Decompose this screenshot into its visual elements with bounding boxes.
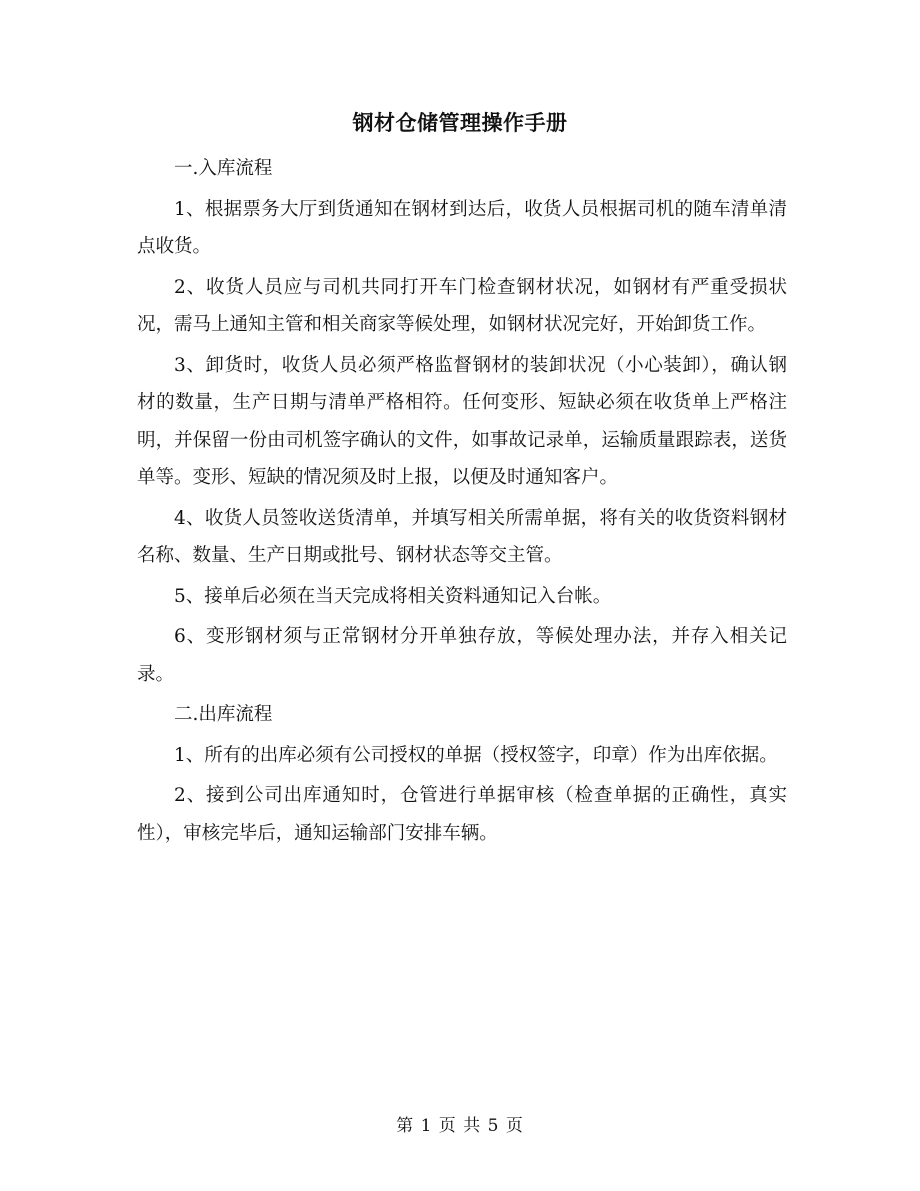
section-heading-inbound: 一.入库流程 bbox=[174, 158, 273, 179]
inbound-step-6: 6、变形钢材须与正常钢材分开单独存放，等候处理办法，并存入相关记录。 bbox=[137, 626, 787, 685]
page-label-suffix: 页 bbox=[505, 1116, 524, 1136]
current-page-number: 1 bbox=[420, 1116, 433, 1136]
inbound-step-1: 1、根据票务大厅到货通知在钢材到达后，收货人员根据司机的随车清单清点收货。 bbox=[137, 198, 787, 257]
document-body bbox=[137, 150, 787, 855]
total-pages-number: 5 bbox=[487, 1116, 500, 1136]
page-footer bbox=[0, 1113, 920, 1139]
outbound-step-2: 2、接到公司出库通知时，仓管进行单据审核（检查单据的正确性，真实性），审核完毕后，通知运输部门安排车辆。 bbox=[137, 785, 787, 844]
page-label-mid: 页 共 bbox=[438, 1116, 482, 1136]
inbound-step-5: 5、接单后必须在当天完成将相关资料通知记入台帐。 bbox=[174, 585, 612, 607]
inbound-step-3: 3、卸货时，收货人员必须严格监督钢材的装卸状况（小心装卸），确认钢材的数量，生产日期与清单严格相符。任何变形、短缺必须在收货单上严格注明，并保留一份由司机签字确认的文件，如事故记录单，运输质量跟踪表，送货单等。变形、短缺的情况须及时上报，以便及时通知客户。 bbox=[137, 354, 787, 488]
section-heading-outbound: 二.出库流程 bbox=[174, 704, 273, 725]
inbound-step-2: 2、收货人员应与司机共同打开车门检查钢材状况，如钢材有严重受损状况，需马上通知主管和相关商家等候处理，如钢材状况完好，开始卸货工作。 bbox=[137, 276, 787, 335]
outbound-step-1: 1、所有的出库必须有公司授权的单据（授权签字，印章）作为出库依据。 bbox=[174, 744, 778, 766]
page-label-prefix: 第 bbox=[396, 1116, 415, 1136]
document-title: 钢材仓储管理操作手册 bbox=[352, 110, 568, 135]
inbound-step-4: 4、收货人员签收送货清单，并填写相关所需单据，将有关的收货资料钢材名称、数量、生产日期或批号、钢材状态等交主管。 bbox=[137, 507, 787, 566]
